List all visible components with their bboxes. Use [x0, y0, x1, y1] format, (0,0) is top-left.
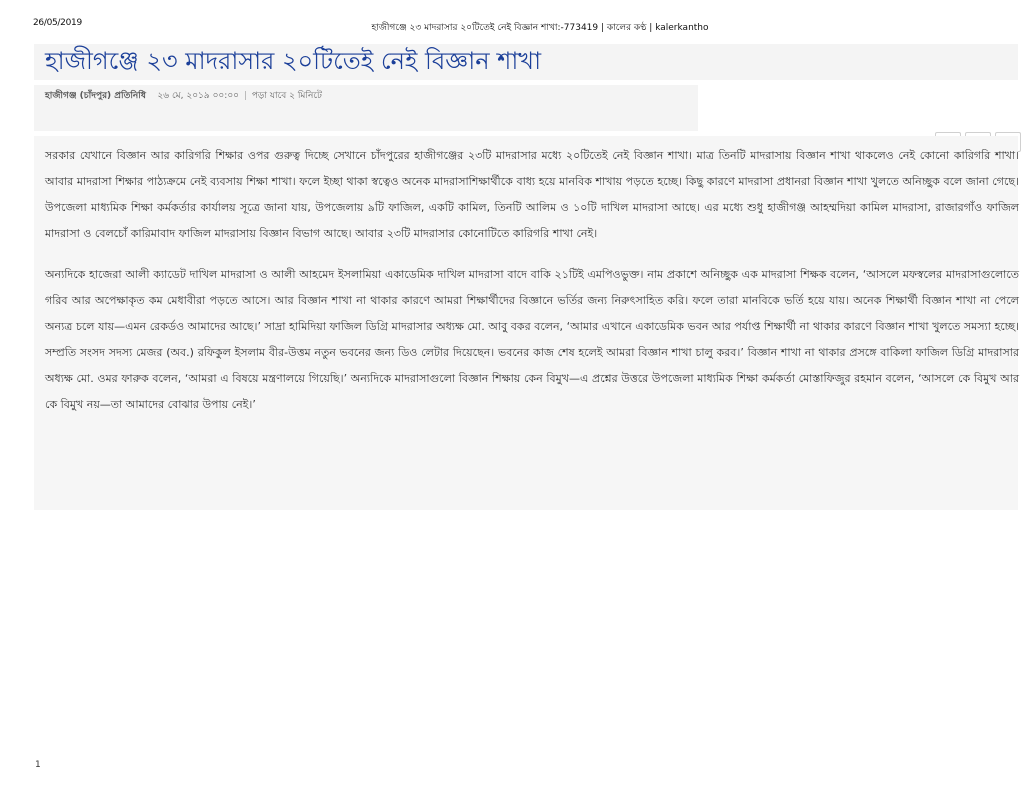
article-paragraph: সরকার যেখানে বিজ্ঞান আর কারিগরি শিক্ষার ওপর গুরুত্ব দিচ্ছে সেখানে চাঁদপুরের হাজীগঞ্জের ২৩টি মাদরাসার মধ্যে ২০টিতেই নেই বিজ্ঞান শাখা। মাত্র তিনটি মাদরাসায় বিজ্ঞান শাখা থাকলেও নেই কোনো কারিগরি শাখা। আবার মাদরাসা শিক্ষার পাঠ্যক্রমে নেই ব্যবসায় শিক্ষা শাখা। ফলে ইচ্ছা থাকা স্বত্বেও অনেক মাদরাসাশিক্ষার্থীকে বাধ্য হয়ে মানবিক শাখায় পড়তে হচ্ছে। কিছু কারণে মাদরাসা প্রধানরা বিজ্ঞান শাখা খুলতে অনিচ্ছুক বলে জানা গেছে। উপজেলা মাধ্যমিক শিক্ষা কর্মকর্তার কার্যালয় সূত্রে জানা যায়, উপজেলায় ৯টি ফাজিল, একটি কামিল, তিনটি আলিম ও ১০টি দাখিল মাদরাসা আছে। এর মধ্যে শুধু হাজীগঞ্জ আহম্মদিয়া কামিল মাদরাসা, রাজারগাঁও ফাজিল মাদরাসা ও বেলচোঁ কারিমাবাদ ফাজিল মাদরাসায় বিজ্ঞান বিভাগ আছে। আবার ২৩টি মাদরাসার কোনোটিতে কারিগরি শাখা নেই। — [45, 149, 1019, 240]
print-page-title: হাজীগঞ্জে ২৩ মাদরাসার ২০টিতেই নেই বিজ্ঞান শাখা:-773419 | কালের কণ্ঠ | kalerkantho — [371, 23, 709, 33]
article-reporter: হাজীগঞ্জ (চাঁদপুর) প্রতিনিধি — [45, 91, 146, 101]
article-date: ২৬ মে, ২০১৯ ০০:০০ — [157, 91, 240, 101]
print-header — [0, 0, 1024, 40]
print-date: 26/05/2019 — [33, 18, 82, 28]
article-read-time: পড়া যাবে ২ মিনিটে — [251, 91, 322, 101]
article-paragraph: অন্যদিকে হাজেরা আলী ক্যাডেট দাখিল মাদরাসা ও আলী আহমেদ ইসলামিয়া একাডেমিক দাখিল মাদরাসা বাদে বাকি ২১টিই এমপিওভুক্ত। নাম প্রকাশে অনিচ্ছুক এক মাদরাসা শিক্ষক বলেন, ‘আসলে মফস্বলের মাদরাসাগুলোতে গরিব আর অপেক্ষাকৃত কম মেধাবীরা পড়তে আসে। আর বিজ্ঞান শাখা না থাকার কারণে আমরা শিক্ষার্থীদের বিজ্ঞানে ভর্তির জন্য নিরুৎসাহিত করি। ফলে তারা মানবিকে ভর্তি হয়ে যায়। অনেক শিক্ষার্থী বিজ্ঞান শাখা না পেলে অন্যত্র চলে যায়—এমন রেকর্ডও আমাদের আছে।’ সাদ্রা হামিদিয়া ফাজিল ডিগ্রি মাদরাসার অধ্যক্ষ মো. আবু বকর বলেন, ‘আমার এখানে একাডেমিক ভবন আর পর্যাপ্ত শিক্ষার্থী না থাকার কারণে বিজ্ঞান শাখা খুলতে সমস্যা হচ্ছে। সম্প্রতি সংসদ সদস্য মেজর (অব.) রফিকুল ইসলাম বীর-উত্তম নতুন ভবনের জন্য ডিও লেটার দিয়েছেন। ভবনের কাজ শেষ হলেই আমরা বিজ্ঞান শাখা চালু করব।’ বিজ্ঞান শাখা না থাকার প্রসঙ্গে বাকিলা ফাজিল ডিগ্রি মাদরাসার অধ্যক্ষ মো. ওমর ফারুক বলেন, ‘আমরা এ বিষয়ে মন্ত্রণালয়ে গিয়েছি।’ অন্যদিকে মাদরাসাগুলো বিজ্ঞান শিক্ষায় কেন বিমুখ—এ প্রশ্নের উত্তরে উপজেলা মাধ্যমিক শিক্ষা কর্মকর্তা মোস্তাফিজুর রহমান বলেন, ‘আসলে কে বিমুখ আর কে বিমুখ নয়—তা আমাদের বোঝার উপায় নেই।’ — [45, 268, 1019, 411]
meta-divider: | — [243, 91, 247, 101]
article-meta — [45, 88, 322, 103]
article-body — [45, 143, 1019, 433]
article-headline: হাজীগঞ্জে ২৩ মাদরাসার ২০টিতেই নেই বিজ্ঞান শাখা — [45, 47, 542, 75]
page-number: 1 — [35, 760, 41, 770]
